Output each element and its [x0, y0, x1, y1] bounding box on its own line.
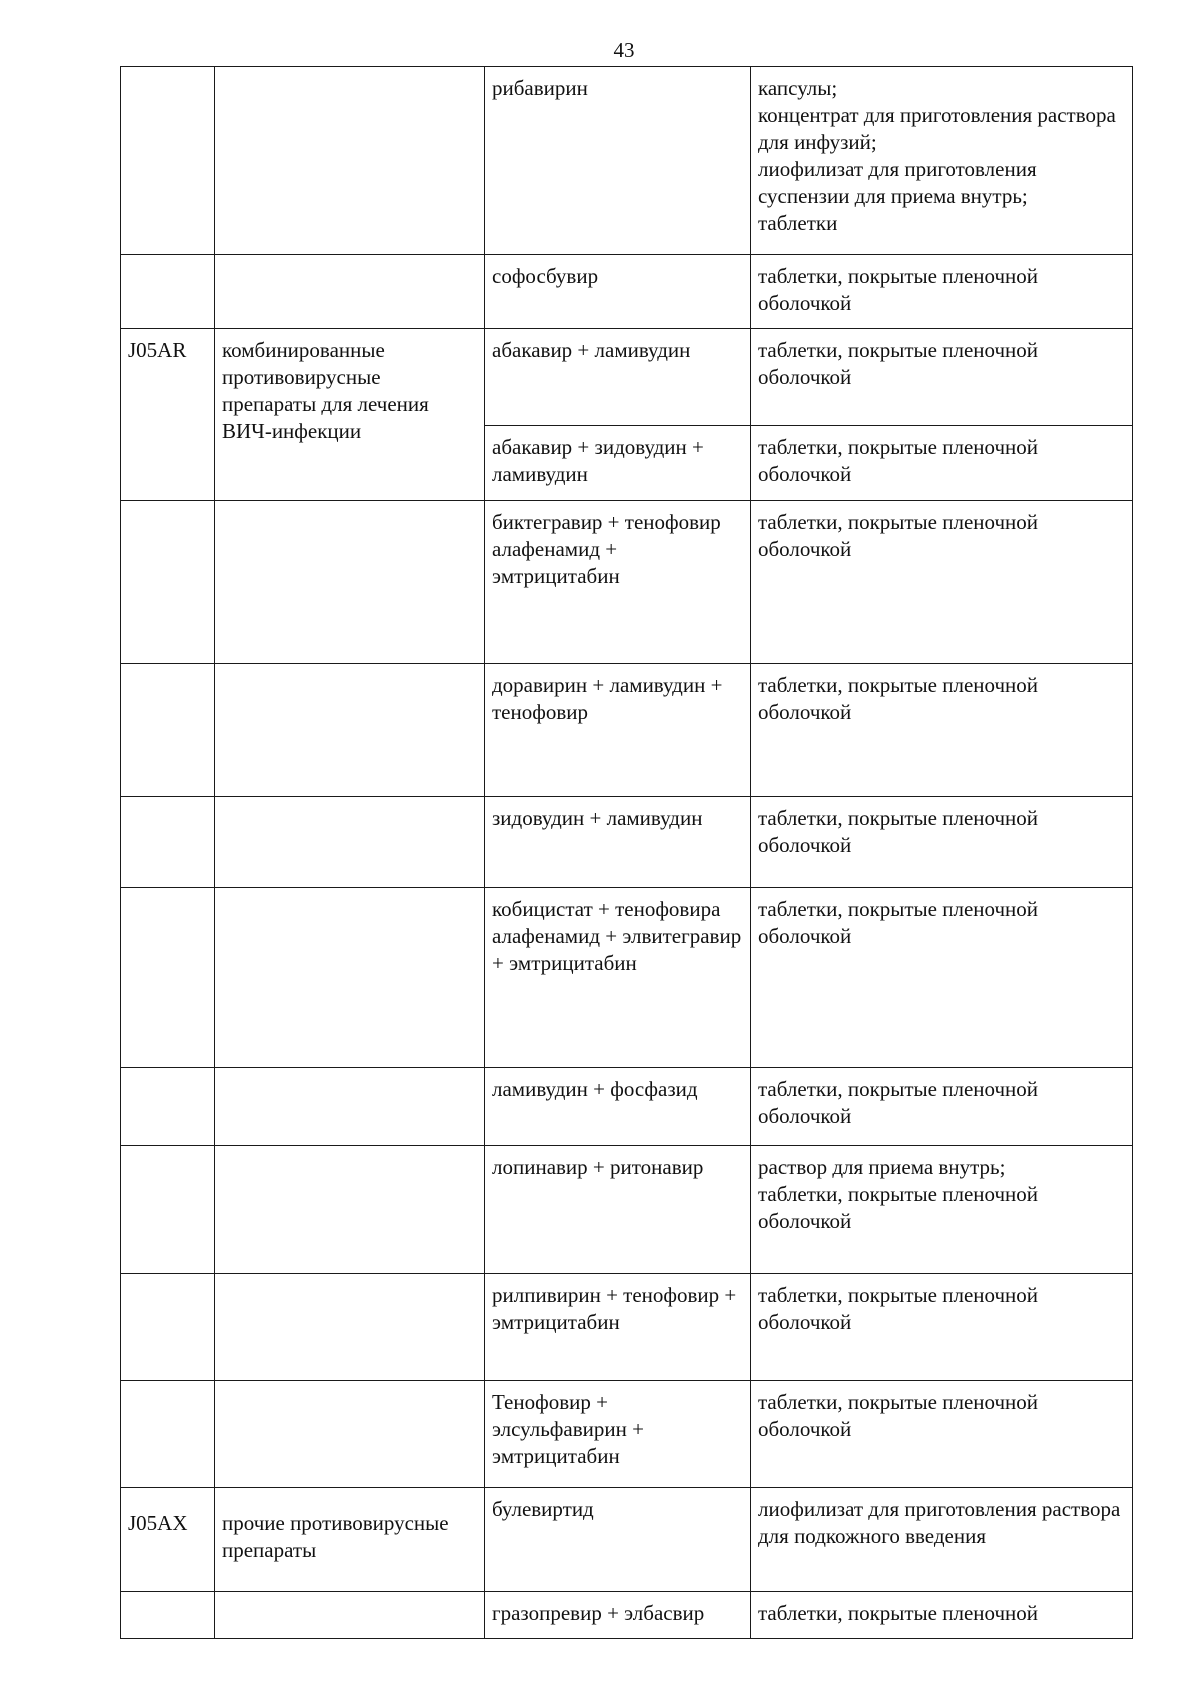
table-row — [121, 1488, 1133, 1592]
dosage-form-cell: таблетки, покрытые пленочной оболочкой — [751, 255, 1133, 329]
drug-name-cell: зидовудин + ламивудин — [485, 797, 751, 888]
atc-code-cell: J05AR — [121, 329, 215, 501]
drug-name-cell: рилпивирин + тенофовир + эмтрицитабин — [485, 1274, 751, 1381]
group-name-cell — [215, 888, 485, 1068]
drug-name-cell: доравирин + ламивудин + тенофовир — [485, 664, 751, 797]
group-name-cell — [215, 1592, 485, 1639]
table-row — [121, 329, 1133, 426]
atc-code-cell — [121, 1068, 215, 1146]
group-name-cell — [215, 797, 485, 888]
dosage-form-cell: таблетки, покрытые пленочной оболочкой — [751, 1068, 1133, 1146]
dosage-form-cell: раствор для приема внутрь; таблетки, покрытые пленочной оболочкой — [751, 1146, 1133, 1274]
table-row — [121, 67, 1133, 255]
group-name-cell — [215, 1068, 485, 1146]
table-row — [121, 1381, 1133, 1488]
atc-code-cell: J05AX — [121, 1488, 215, 1592]
table-row — [121, 797, 1133, 888]
atc-code-cell — [121, 67, 215, 255]
atc-code-cell — [121, 1146, 215, 1274]
table-row — [121, 664, 1133, 797]
drug-name-cell: софосбувир — [485, 255, 751, 329]
drug-name-cell: лопинавир + ритонавир — [485, 1146, 751, 1274]
atc-code-cell — [121, 1592, 215, 1639]
drug-name-cell: рибавирин — [485, 67, 751, 255]
dosage-form-cell: таблетки, покрытые пленочной оболочкой — [751, 797, 1133, 888]
atc-code-cell — [121, 255, 215, 329]
drug-name-cell: гразопревир + элбасвир — [485, 1592, 751, 1639]
atc-code-cell — [121, 1274, 215, 1381]
dosage-form-cell: таблетки, покрытые пленочной оболочкой — [751, 501, 1133, 664]
atc-code-cell — [121, 797, 215, 888]
group-name-cell — [215, 1146, 485, 1274]
atc-code-cell — [121, 888, 215, 1068]
group-name-cell — [215, 664, 485, 797]
table-row — [121, 1146, 1133, 1274]
table-row — [121, 1592, 1133, 1639]
dosage-form-cell: лиофилизат для приготовления раствора для подкожного введения — [751, 1488, 1133, 1592]
group-name-cell — [215, 1381, 485, 1488]
dosage-form-cell: таблетки, покрытые пленочной оболочкой — [751, 1381, 1133, 1488]
dosage-form-cell: таблетки, покрытые пленочной — [751, 1592, 1133, 1639]
drug-name-cell: булевиртид — [485, 1488, 751, 1592]
drug-name-cell: абакавир + зидовудин + ламивудин — [485, 426, 751, 501]
drug-name-cell: абакавир + ламивудин — [485, 329, 751, 426]
dosage-form-cell: таблетки, покрытые пленочной оболочкой — [751, 888, 1133, 1068]
drug-name-cell: биктегравир + тенофовир алафенамид + эмтрицитабин — [485, 501, 751, 664]
dosage-form-cell: таблетки, покрытые пленочной оболочкой — [751, 664, 1133, 797]
group-name-cell: прочие противовирусные препараты — [215, 1488, 485, 1592]
table-row — [121, 255, 1133, 329]
drug-name-cell: Тенофовир + элсульфавирин + эмтрицитабин — [485, 1381, 751, 1488]
drug-name-cell: ламивудин + фосфазид — [485, 1068, 751, 1146]
atc-code-cell — [121, 1381, 215, 1488]
drug-name-cell: кобицистат + тенофовира алафенамид + элвитегравир + эмтрицитабин — [485, 888, 751, 1068]
table-row — [121, 888, 1133, 1068]
group-name-cell — [215, 255, 485, 329]
group-name-cell — [215, 67, 485, 255]
page-number: 43 — [613, 38, 635, 62]
group-name-cell: комбинированные противовирусные препараты для лечения ВИЧ-инфекции — [215, 329, 485, 501]
group-name-cell — [215, 1274, 485, 1381]
dosage-form-cell: таблетки, покрытые пленочной оболочкой — [751, 1274, 1133, 1381]
table-row — [121, 1068, 1133, 1146]
table-row — [121, 1274, 1133, 1381]
dosage-form-cell: капсулы; концентрат для приготовления раствора для инфузий; лиофилизат для приготовления суспензии для приема внутрь; таблетки — [751, 67, 1133, 255]
dosage-form-cell: таблетки, покрытые пленочной оболочкой — [751, 329, 1133, 426]
table-row — [121, 501, 1133, 664]
atc-code-cell — [121, 664, 215, 797]
atc-code-cell — [121, 501, 215, 664]
group-name-cell — [215, 501, 485, 664]
drug-table — [120, 66, 1133, 1639]
dosage-form-cell: таблетки, покрытые пленочной оболочкой — [751, 426, 1133, 501]
